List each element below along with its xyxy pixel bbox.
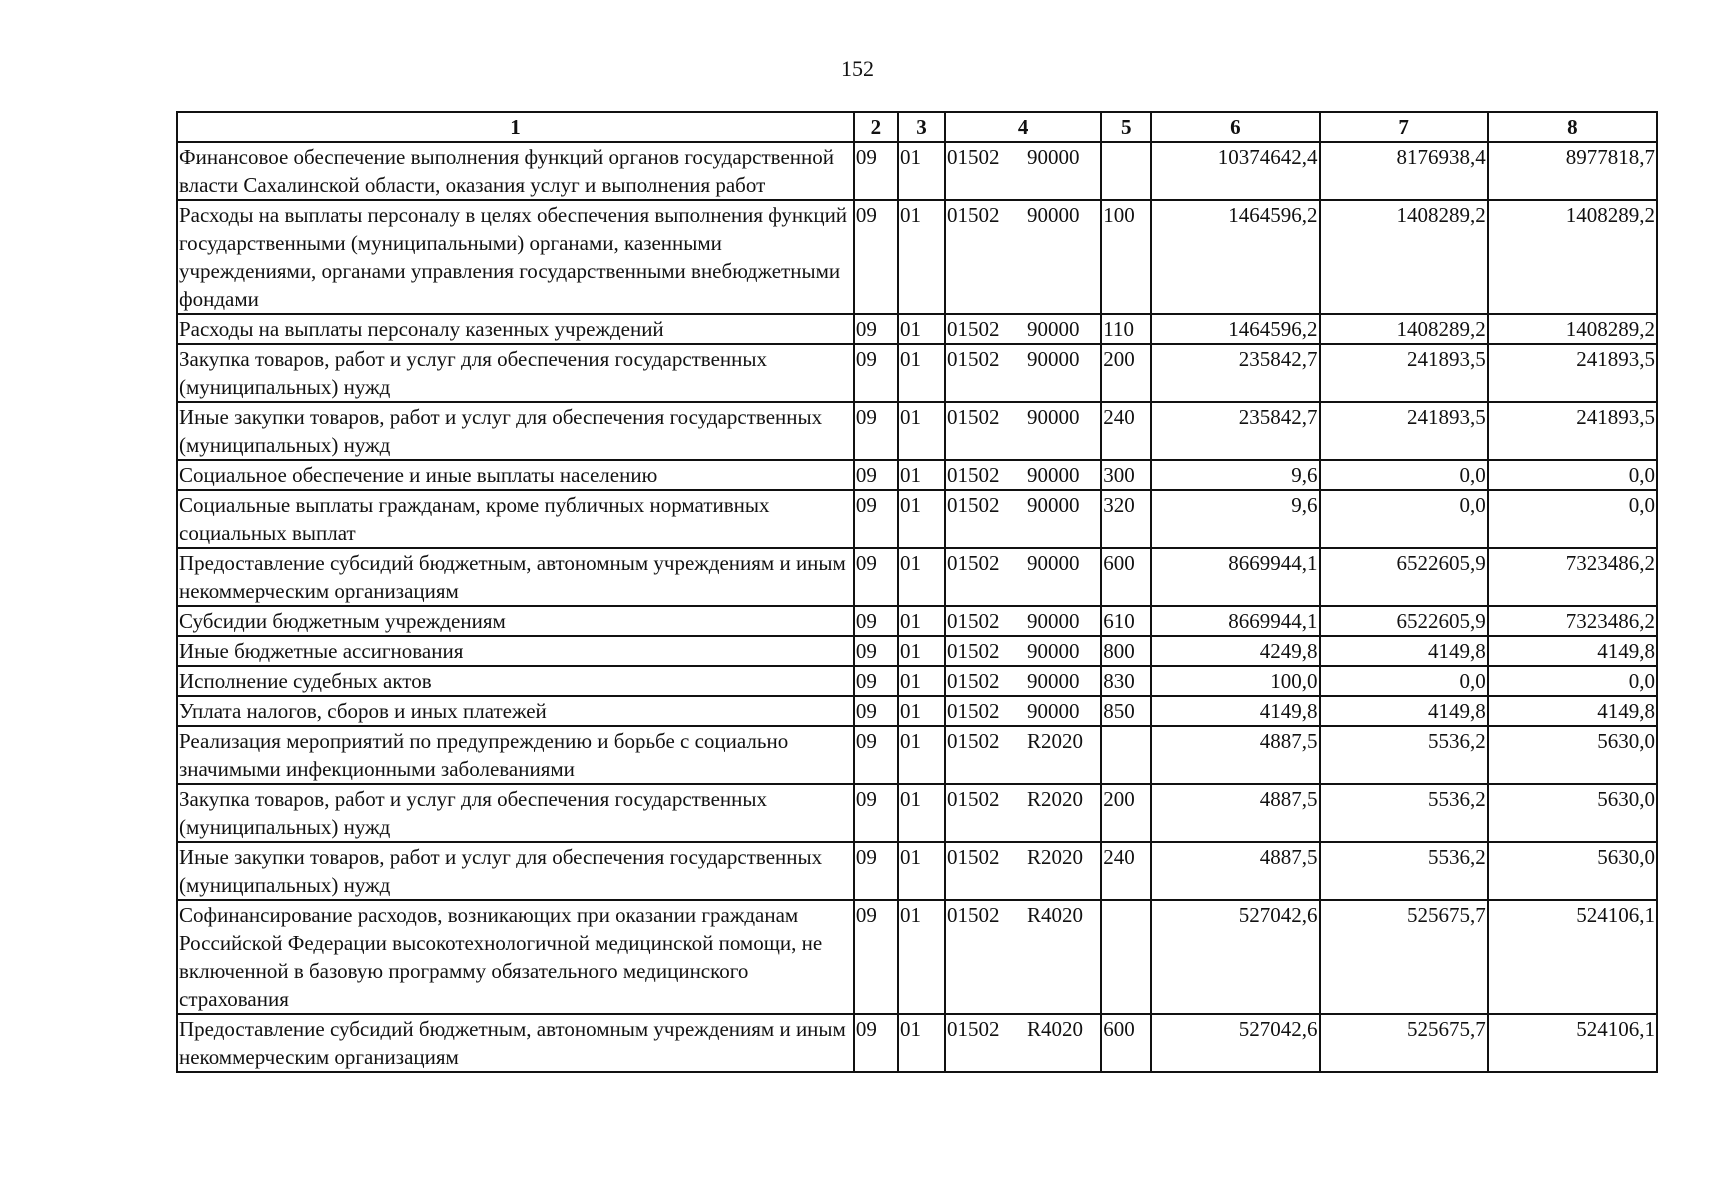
header-col-5: 5 bbox=[1101, 112, 1151, 142]
row-code-section: 09 bbox=[854, 606, 898, 636]
row-target-article bbox=[945, 636, 1101, 666]
row-direction-code: 90000 bbox=[1027, 317, 1080, 341]
row-amount-col-6: 9,6 bbox=[1151, 490, 1319, 548]
row-amount-col-6: 4887,5 bbox=[1151, 726, 1319, 784]
row-program-code: 01502 bbox=[947, 405, 1000, 429]
row-expense-type: 800 bbox=[1101, 636, 1151, 666]
row-program-code: 01502 bbox=[947, 787, 1000, 811]
row-description: Закупка товаров, работ и услуг для обеспечения государственных (муниципальных) нужд bbox=[177, 784, 854, 842]
row-amount-col-7: 525675,7 bbox=[1320, 1014, 1488, 1072]
row-amount-col-6: 1464596,2 bbox=[1151, 314, 1319, 344]
row-code-subsection: 01 bbox=[898, 842, 945, 900]
row-code-section: 09 bbox=[854, 490, 898, 548]
row-code-subsection: 01 bbox=[898, 726, 945, 784]
row-direction-code: 90000 bbox=[1027, 639, 1080, 663]
row-description: Закупка товаров, работ и услуг для обеспечения государственных (муниципальных) нужд bbox=[177, 344, 854, 402]
row-amount-col-6: 235842,7 bbox=[1151, 402, 1319, 460]
row-expense-type: 850 bbox=[1101, 696, 1151, 726]
row-amount-col-6: 4249,8 bbox=[1151, 636, 1319, 666]
row-amount-col-6: 4887,5 bbox=[1151, 784, 1319, 842]
row-description: Иные бюджетные ассигнования bbox=[177, 636, 854, 666]
row-amount-col-8: 5630,0 bbox=[1488, 726, 1657, 784]
row-expense-type: 600 bbox=[1101, 1014, 1151, 1072]
table-row bbox=[177, 696, 1657, 726]
row-description: Предоставление субсидий бюджетным, автономным учреждениям и иным некоммерческим организациям bbox=[177, 548, 854, 606]
budget-table bbox=[176, 111, 1658, 1073]
table-row bbox=[177, 314, 1657, 344]
row-program-code: 01502 bbox=[947, 669, 1000, 693]
row-program-code: 01502 bbox=[947, 903, 1000, 927]
row-expense-type: 610 bbox=[1101, 606, 1151, 636]
table-row bbox=[177, 490, 1657, 548]
row-direction-code: R4020 bbox=[1027, 903, 1084, 927]
row-description: Социальные выплаты гражданам, кроме публичных нормативных социальных выплат bbox=[177, 490, 854, 548]
row-description: Исполнение судебных актов bbox=[177, 666, 854, 696]
row-code-subsection: 01 bbox=[898, 606, 945, 636]
row-code-subsection: 01 bbox=[898, 900, 945, 1014]
row-description: Софинансирование расходов, возникающих при оказании гражданам Российской Федерации высокотехнологичной медицинской помощи, не включенной в базовую программу обязательного медицинского страхования bbox=[177, 900, 854, 1014]
row-amount-col-6: 10374642,4 bbox=[1151, 142, 1319, 200]
row-amount-col-8: 4149,8 bbox=[1488, 636, 1657, 666]
row-target-article bbox=[945, 900, 1101, 1014]
row-expense-type bbox=[1101, 726, 1151, 784]
row-program-code: 01502 bbox=[947, 463, 1000, 487]
row-program-code: 01502 bbox=[947, 609, 1000, 633]
row-amount-col-7: 0,0 bbox=[1320, 460, 1488, 490]
table-row bbox=[177, 726, 1657, 784]
row-program-code: 01502 bbox=[947, 347, 1000, 371]
row-target-article bbox=[945, 402, 1101, 460]
header-col-8: 8 bbox=[1488, 112, 1657, 142]
row-amount-col-6: 8669944,1 bbox=[1151, 606, 1319, 636]
row-amount-col-8: 5630,0 bbox=[1488, 842, 1657, 900]
row-expense-type: 600 bbox=[1101, 548, 1151, 606]
row-amount-col-6: 235842,7 bbox=[1151, 344, 1319, 402]
row-description: Иные закупки товаров, работ и услуг для обеспечения государственных (муниципальных) нужд bbox=[177, 842, 854, 900]
row-program-code: 01502 bbox=[947, 845, 1000, 869]
row-direction-code: R2020 bbox=[1027, 787, 1084, 811]
row-amount-col-7: 4149,8 bbox=[1320, 636, 1488, 666]
header-col-3: 3 bbox=[898, 112, 945, 142]
row-code-section: 09 bbox=[854, 548, 898, 606]
row-expense-type: 830 bbox=[1101, 666, 1151, 696]
row-code-section: 09 bbox=[854, 842, 898, 900]
row-amount-col-6: 4149,8 bbox=[1151, 696, 1319, 726]
row-direction-code: 90000 bbox=[1027, 669, 1080, 693]
row-target-article bbox=[945, 314, 1101, 344]
row-amount-col-8: 7323486,2 bbox=[1488, 606, 1657, 636]
table-row bbox=[177, 344, 1657, 402]
row-program-code: 01502 bbox=[947, 493, 1000, 517]
row-expense-type: 100 bbox=[1101, 200, 1151, 314]
page-number: 152 bbox=[841, 56, 874, 81]
table-row bbox=[177, 784, 1657, 842]
table-row bbox=[177, 900, 1657, 1014]
row-code-section: 09 bbox=[854, 636, 898, 666]
row-amount-col-8: 5630,0 bbox=[1488, 784, 1657, 842]
table-row bbox=[177, 666, 1657, 696]
row-amount-col-7: 8176938,4 bbox=[1320, 142, 1488, 200]
row-amount-col-8: 7323486,2 bbox=[1488, 548, 1657, 606]
row-amount-col-7: 1408289,2 bbox=[1320, 314, 1488, 344]
row-direction-code: R2020 bbox=[1027, 729, 1084, 753]
row-target-article bbox=[945, 548, 1101, 606]
row-direction-code: 90000 bbox=[1027, 145, 1080, 169]
row-amount-col-7: 5536,2 bbox=[1320, 784, 1488, 842]
row-amount-col-7: 241893,5 bbox=[1320, 402, 1488, 460]
row-code-subsection: 01 bbox=[898, 402, 945, 460]
row-code-subsection: 01 bbox=[898, 1014, 945, 1072]
row-amount-col-8: 524106,1 bbox=[1488, 900, 1657, 1014]
row-direction-code: 90000 bbox=[1027, 551, 1080, 575]
header-col-7: 7 bbox=[1320, 112, 1488, 142]
row-code-subsection: 01 bbox=[898, 490, 945, 548]
row-description: Социальное обеспечение и иные выплаты населению bbox=[177, 460, 854, 490]
row-program-code: 01502 bbox=[947, 203, 1000, 227]
table-body bbox=[177, 142, 1657, 1072]
row-amount-col-6: 100,0 bbox=[1151, 666, 1319, 696]
row-code-section: 09 bbox=[854, 142, 898, 200]
row-direction-code: 90000 bbox=[1027, 609, 1080, 633]
row-amount-col-8: 0,0 bbox=[1488, 666, 1657, 696]
table-row bbox=[177, 402, 1657, 460]
row-amount-col-7: 6522605,9 bbox=[1320, 548, 1488, 606]
table-row bbox=[177, 548, 1657, 606]
row-direction-code: 90000 bbox=[1027, 463, 1080, 487]
table-row bbox=[177, 460, 1657, 490]
row-expense-type: 320 bbox=[1101, 490, 1151, 548]
row-code-subsection: 01 bbox=[898, 460, 945, 490]
row-code-section: 09 bbox=[854, 344, 898, 402]
row-amount-col-7: 5536,2 bbox=[1320, 842, 1488, 900]
header-col-4: 4 bbox=[945, 112, 1101, 142]
row-expense-type bbox=[1101, 142, 1151, 200]
row-description: Иные закупки товаров, работ и услуг для обеспечения государственных (муниципальных) нужд bbox=[177, 402, 854, 460]
row-code-subsection: 01 bbox=[898, 666, 945, 696]
row-amount-col-8: 0,0 bbox=[1488, 490, 1657, 548]
row-amount-col-8: 241893,5 bbox=[1488, 344, 1657, 402]
row-code-subsection: 01 bbox=[898, 314, 945, 344]
table-row bbox=[177, 200, 1657, 314]
row-description: Субсидии бюджетным учреждениям bbox=[177, 606, 854, 636]
row-target-article bbox=[945, 784, 1101, 842]
row-target-article bbox=[945, 142, 1101, 200]
row-expense-type: 300 bbox=[1101, 460, 1151, 490]
row-amount-col-6: 9,6 bbox=[1151, 460, 1319, 490]
row-target-article bbox=[945, 606, 1101, 636]
row-code-subsection: 01 bbox=[898, 548, 945, 606]
row-amount-col-6: 527042,6 bbox=[1151, 1014, 1319, 1072]
table-row bbox=[177, 606, 1657, 636]
row-expense-type: 110 bbox=[1101, 314, 1151, 344]
row-amount-col-7: 4149,8 bbox=[1320, 696, 1488, 726]
row-amount-col-8: 8977818,7 bbox=[1488, 142, 1657, 200]
header-row bbox=[177, 112, 1657, 142]
table-row bbox=[177, 1014, 1657, 1072]
row-program-code: 01502 bbox=[947, 729, 1000, 753]
row-amount-col-7: 1408289,2 bbox=[1320, 200, 1488, 314]
table-row bbox=[177, 142, 1657, 200]
row-target-article bbox=[945, 696, 1101, 726]
row-code-section: 09 bbox=[854, 696, 898, 726]
row-direction-code: 90000 bbox=[1027, 203, 1080, 227]
row-code-subsection: 01 bbox=[898, 784, 945, 842]
row-target-article bbox=[945, 726, 1101, 784]
row-code-section: 09 bbox=[854, 784, 898, 842]
row-code-section: 09 bbox=[854, 900, 898, 1014]
row-direction-code: R2020 bbox=[1027, 845, 1084, 869]
row-direction-code: 90000 bbox=[1027, 405, 1080, 429]
row-description: Реализация мероприятий по предупреждению и борьбе с социально значимыми инфекционными заболеваниями bbox=[177, 726, 854, 784]
row-amount-col-7: 241893,5 bbox=[1320, 344, 1488, 402]
header-col-2: 2 bbox=[854, 112, 898, 142]
row-code-section: 09 bbox=[854, 726, 898, 784]
row-code-section: 09 bbox=[854, 1014, 898, 1072]
row-amount-col-7: 6522605,9 bbox=[1320, 606, 1488, 636]
row-amount-col-8: 524106,1 bbox=[1488, 1014, 1657, 1072]
row-code-section: 09 bbox=[854, 200, 898, 314]
row-program-code: 01502 bbox=[947, 317, 1000, 341]
row-code-subsection: 01 bbox=[898, 142, 945, 200]
row-amount-col-8: 1408289,2 bbox=[1488, 314, 1657, 344]
row-code-section: 09 bbox=[854, 666, 898, 696]
row-code-subsection: 01 bbox=[898, 636, 945, 666]
row-direction-code: 90000 bbox=[1027, 699, 1080, 723]
row-description: Финансовое обеспечение выполнения функций органов государственной власти Сахалинской области, оказания услуг и выполнения работ bbox=[177, 142, 854, 200]
row-program-code: 01502 bbox=[947, 1017, 1000, 1041]
row-expense-type: 200 bbox=[1101, 344, 1151, 402]
row-target-article bbox=[945, 200, 1101, 314]
row-code-section: 09 bbox=[854, 402, 898, 460]
row-amount-col-6: 1464596,2 bbox=[1151, 200, 1319, 314]
row-target-article bbox=[945, 842, 1101, 900]
row-amount-col-7: 525675,7 bbox=[1320, 900, 1488, 1014]
row-amount-col-6: 8669944,1 bbox=[1151, 548, 1319, 606]
row-program-code: 01502 bbox=[947, 699, 1000, 723]
row-expense-type: 240 bbox=[1101, 842, 1151, 900]
row-description: Расходы на выплаты персоналу в целях обеспечения выполнения функций государственными (муниципальными) органами, казенными учреждениями, органами управления государственными внебюджетными фондами bbox=[177, 200, 854, 314]
row-program-code: 01502 bbox=[947, 145, 1000, 169]
table-row bbox=[177, 636, 1657, 666]
row-amount-col-6: 527042,6 bbox=[1151, 900, 1319, 1014]
header-col-6: 6 bbox=[1151, 112, 1319, 142]
row-expense-type bbox=[1101, 900, 1151, 1014]
row-target-article bbox=[945, 344, 1101, 402]
row-amount-col-8: 4149,8 bbox=[1488, 696, 1657, 726]
header-col-1: 1 bbox=[177, 112, 854, 142]
row-code-section: 09 bbox=[854, 314, 898, 344]
row-program-code: 01502 bbox=[947, 639, 1000, 663]
row-code-subsection: 01 bbox=[898, 344, 945, 402]
row-program-code: 01502 bbox=[947, 551, 1000, 575]
row-direction-code: 90000 bbox=[1027, 493, 1080, 517]
row-description: Расходы на выплаты персоналу казенных учреждений bbox=[177, 314, 854, 344]
row-description: Уплата налогов, сборов и иных платежей bbox=[177, 696, 854, 726]
row-code-subsection: 01 bbox=[898, 200, 945, 314]
row-direction-code: R4020 bbox=[1027, 1017, 1084, 1041]
row-target-article bbox=[945, 666, 1101, 696]
row-amount-col-7: 5536,2 bbox=[1320, 726, 1488, 784]
row-amount-col-7: 0,0 bbox=[1320, 666, 1488, 696]
row-description: Предоставление субсидий бюджетным, автономным учреждениям и иным некоммерческим организациям bbox=[177, 1014, 854, 1072]
row-target-article bbox=[945, 490, 1101, 548]
row-code-subsection: 01 bbox=[898, 696, 945, 726]
row-target-article bbox=[945, 460, 1101, 490]
table-row bbox=[177, 842, 1657, 900]
row-amount-col-6: 4887,5 bbox=[1151, 842, 1319, 900]
row-code-section: 09 bbox=[854, 460, 898, 490]
row-expense-type: 200 bbox=[1101, 784, 1151, 842]
row-amount-col-8: 0,0 bbox=[1488, 460, 1657, 490]
row-amount-col-8: 1408289,2 bbox=[1488, 200, 1657, 314]
row-direction-code: 90000 bbox=[1027, 347, 1080, 371]
row-amount-col-7: 0,0 bbox=[1320, 490, 1488, 548]
row-expense-type: 240 bbox=[1101, 402, 1151, 460]
row-target-article bbox=[945, 1014, 1101, 1072]
row-amount-col-8: 241893,5 bbox=[1488, 402, 1657, 460]
